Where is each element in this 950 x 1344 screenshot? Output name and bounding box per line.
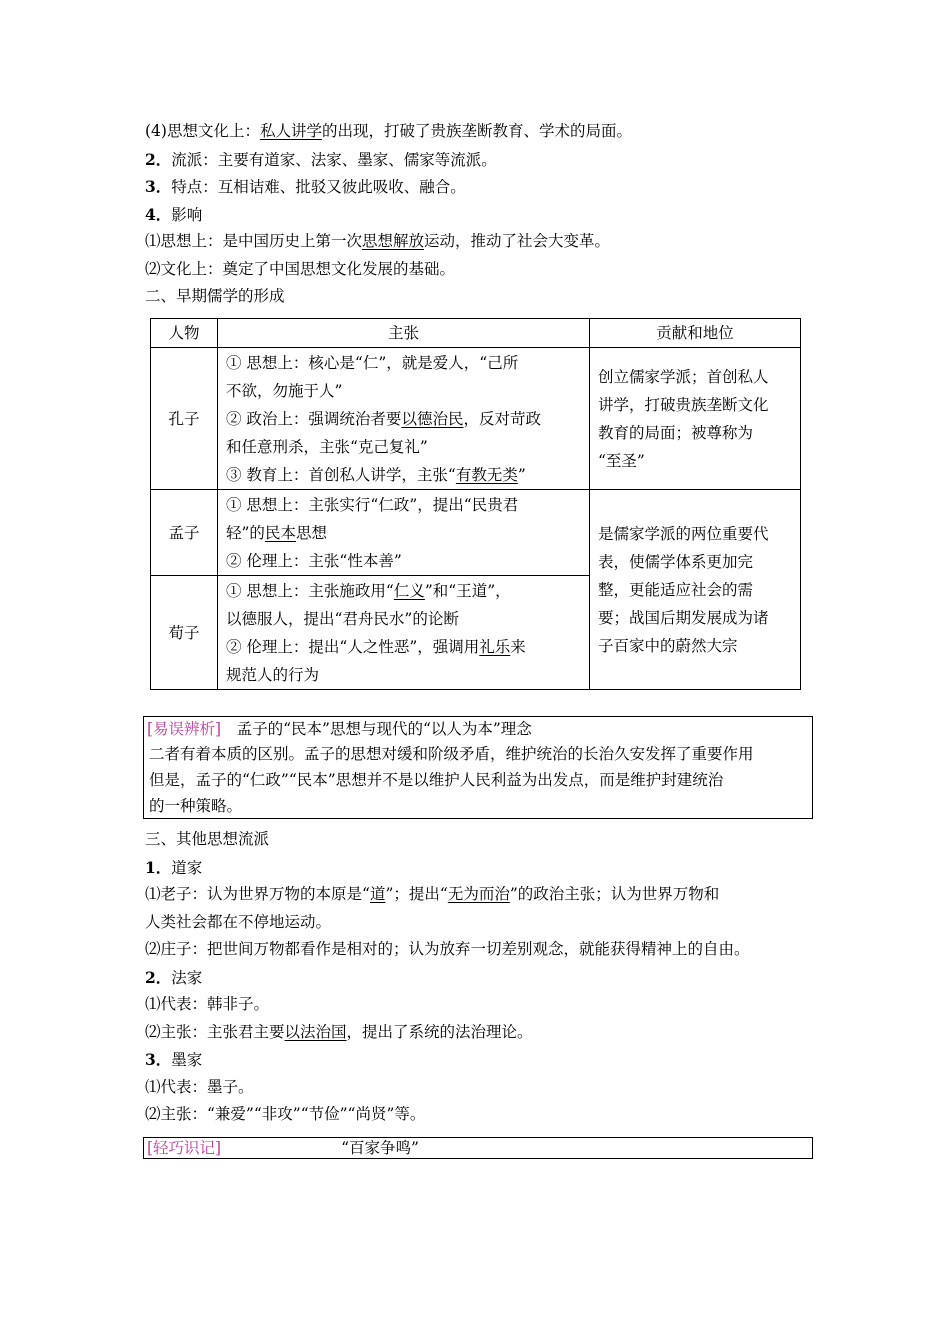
paragraph-influence-thought: ⑴思想上：是中国历史上第一次思想解放运动，推动了社会大变革。: [145, 232, 611, 250]
paragraph-private-teaching: (4)思想文化上：私人讲学的出现，打破了贵族垄断教育、学术的局面。: [145, 122, 632, 140]
table-header-row: [151, 319, 801, 348]
note-title: [易误辨析] 孟子的“民本”思想与现代的“以人为本”理念: [147, 720, 532, 738]
section-heading-confucianism: 二、早期儒学的形成: [145, 287, 285, 305]
daoism-title: 1．道家: [145, 857, 203, 877]
section-heading-other-schools: 三、其他思想流派: [145, 830, 270, 848]
header-person: 人物: [151, 319, 218, 348]
proposition-cell: ① 思想上：核心是“仁”，就是爱人，“己所 不欲，勿施于人” ② 政治上：强调统治者要以德治民，反对苛政 和任意刑杀，主张“克己复礼” ③ 教育上：首创私人讲学，主张“有教无类”: [218, 348, 590, 490]
paragraph-schools: 2．流派：主要有道家、法家、墨家、儒家等流派。: [145, 149, 497, 169]
table-row-kongzi: [151, 348, 801, 490]
paragraph-influence-culture: ⑵文化上：奠定了中国思想文化发展的基础。: [145, 259, 456, 278]
note-body-line: 二者有着本质的区别。孟子的思想对缓和阶级矛盾，维护统治的长治久安发挥了重要作用: [149, 745, 754, 763]
zhuangzi-paragraph: ⑵庄子：把世间万物都看作是相对的；认为放弃一切差别观念，就能获得精神上的自由。: [145, 940, 750, 958]
upper-text: [145, 118, 813, 311]
person-name: 荀子: [151, 576, 218, 690]
mohism-title: 3．墨家: [145, 1050, 203, 1069]
contribution-cell: 创立儒家学派；首创私人 讲学，打破贵族垄断文化 教育的局面；被尊称为 “至圣”: [590, 348, 801, 490]
mohism-representative: ⑴代表：墨子。: [145, 1077, 254, 1096]
underlined-term: 私人讲学: [259, 122, 322, 140]
note-body-line: 的一种策略。: [149, 797, 243, 815]
proposition-cell: ① 思想上：主张施政用“仁义”和“王道”， 以德服人，提出“君舟民水”的论断 ② 伦理上：提出“人之性恶”，强调用礼乐来 规范人的行为: [218, 576, 590, 690]
underlined-term: 以法治国: [284, 1022, 347, 1041]
header-contribution: 贡献和地位: [590, 319, 801, 348]
underlined-term: 道: [369, 885, 386, 903]
note-title: [轻巧识记] “百家争鸣”: [147, 1139, 419, 1157]
note-tag: [易误辨析]: [147, 720, 222, 738]
header-proposition: 主张: [218, 319, 590, 348]
mohism-proposition: ⑵主张：“兼爱”“非攻”“节俭”“尚贤”等。: [145, 1105, 426, 1123]
table-row-mengzi: [151, 490, 801, 576]
underlined-term: 仁义: [393, 581, 425, 600]
paragraph-influence: 4．影响: [145, 204, 203, 224]
paragraph-features: 3．特点：互相诘难、批驳又彼此吸收、融合。: [145, 177, 466, 196]
proposition-cell: ① 思想上：主张实行“仁政”，提出“民贵君 轻”的民本思想 ② 伦理上：主张“性本善”: [218, 490, 590, 576]
other-schools-section: [145, 826, 813, 1129]
note-tag: [轻巧识记]: [147, 1139, 222, 1157]
underlined-term: 无为而治: [447, 885, 510, 903]
underlined-term: 礼乐: [479, 637, 511, 656]
underlined-term: 以德治民: [401, 409, 464, 428]
note-box-memory-tip: [143, 1137, 813, 1159]
legalism-proposition: ⑵主张：主张君主要以法治国，提出了系统的法治理论。: [145, 1022, 533, 1041]
confucian-figures-table: [150, 318, 801, 690]
person-name: 孔子: [151, 348, 218, 490]
note-body-line: 但是，孟子的“仁政”“民本”思想并不是以维护人民利益为出发点，而是维护封建统治: [149, 771, 724, 789]
legalism-representative: ⑴代表：韩非子。: [145, 995, 270, 1013]
laozi-paragraph-cont: 人类社会都在不停地运动。: [145, 912, 332, 931]
person-name: 孟子: [151, 490, 218, 576]
underlined-term: 思想解放: [362, 232, 425, 250]
shared-contribution-cell: 是儒家学派的两位重要代 表，使儒学体系更加完 整，更能适应社会的需 要；战国后期发展成为诸 子百家中的蔚然大宗: [590, 490, 801, 690]
underlined-term: 有教无类: [455, 465, 518, 484]
laozi-paragraph: ⑴老子：认为世界万物的本原是“道”；提出“无为而治”的政治主张；认为世界万物和: [145, 885, 720, 903]
legalism-title: 2．法家: [145, 967, 203, 987]
underlined-term: 民本: [264, 523, 296, 542]
note-box-common-mistakes: [143, 716, 813, 819]
